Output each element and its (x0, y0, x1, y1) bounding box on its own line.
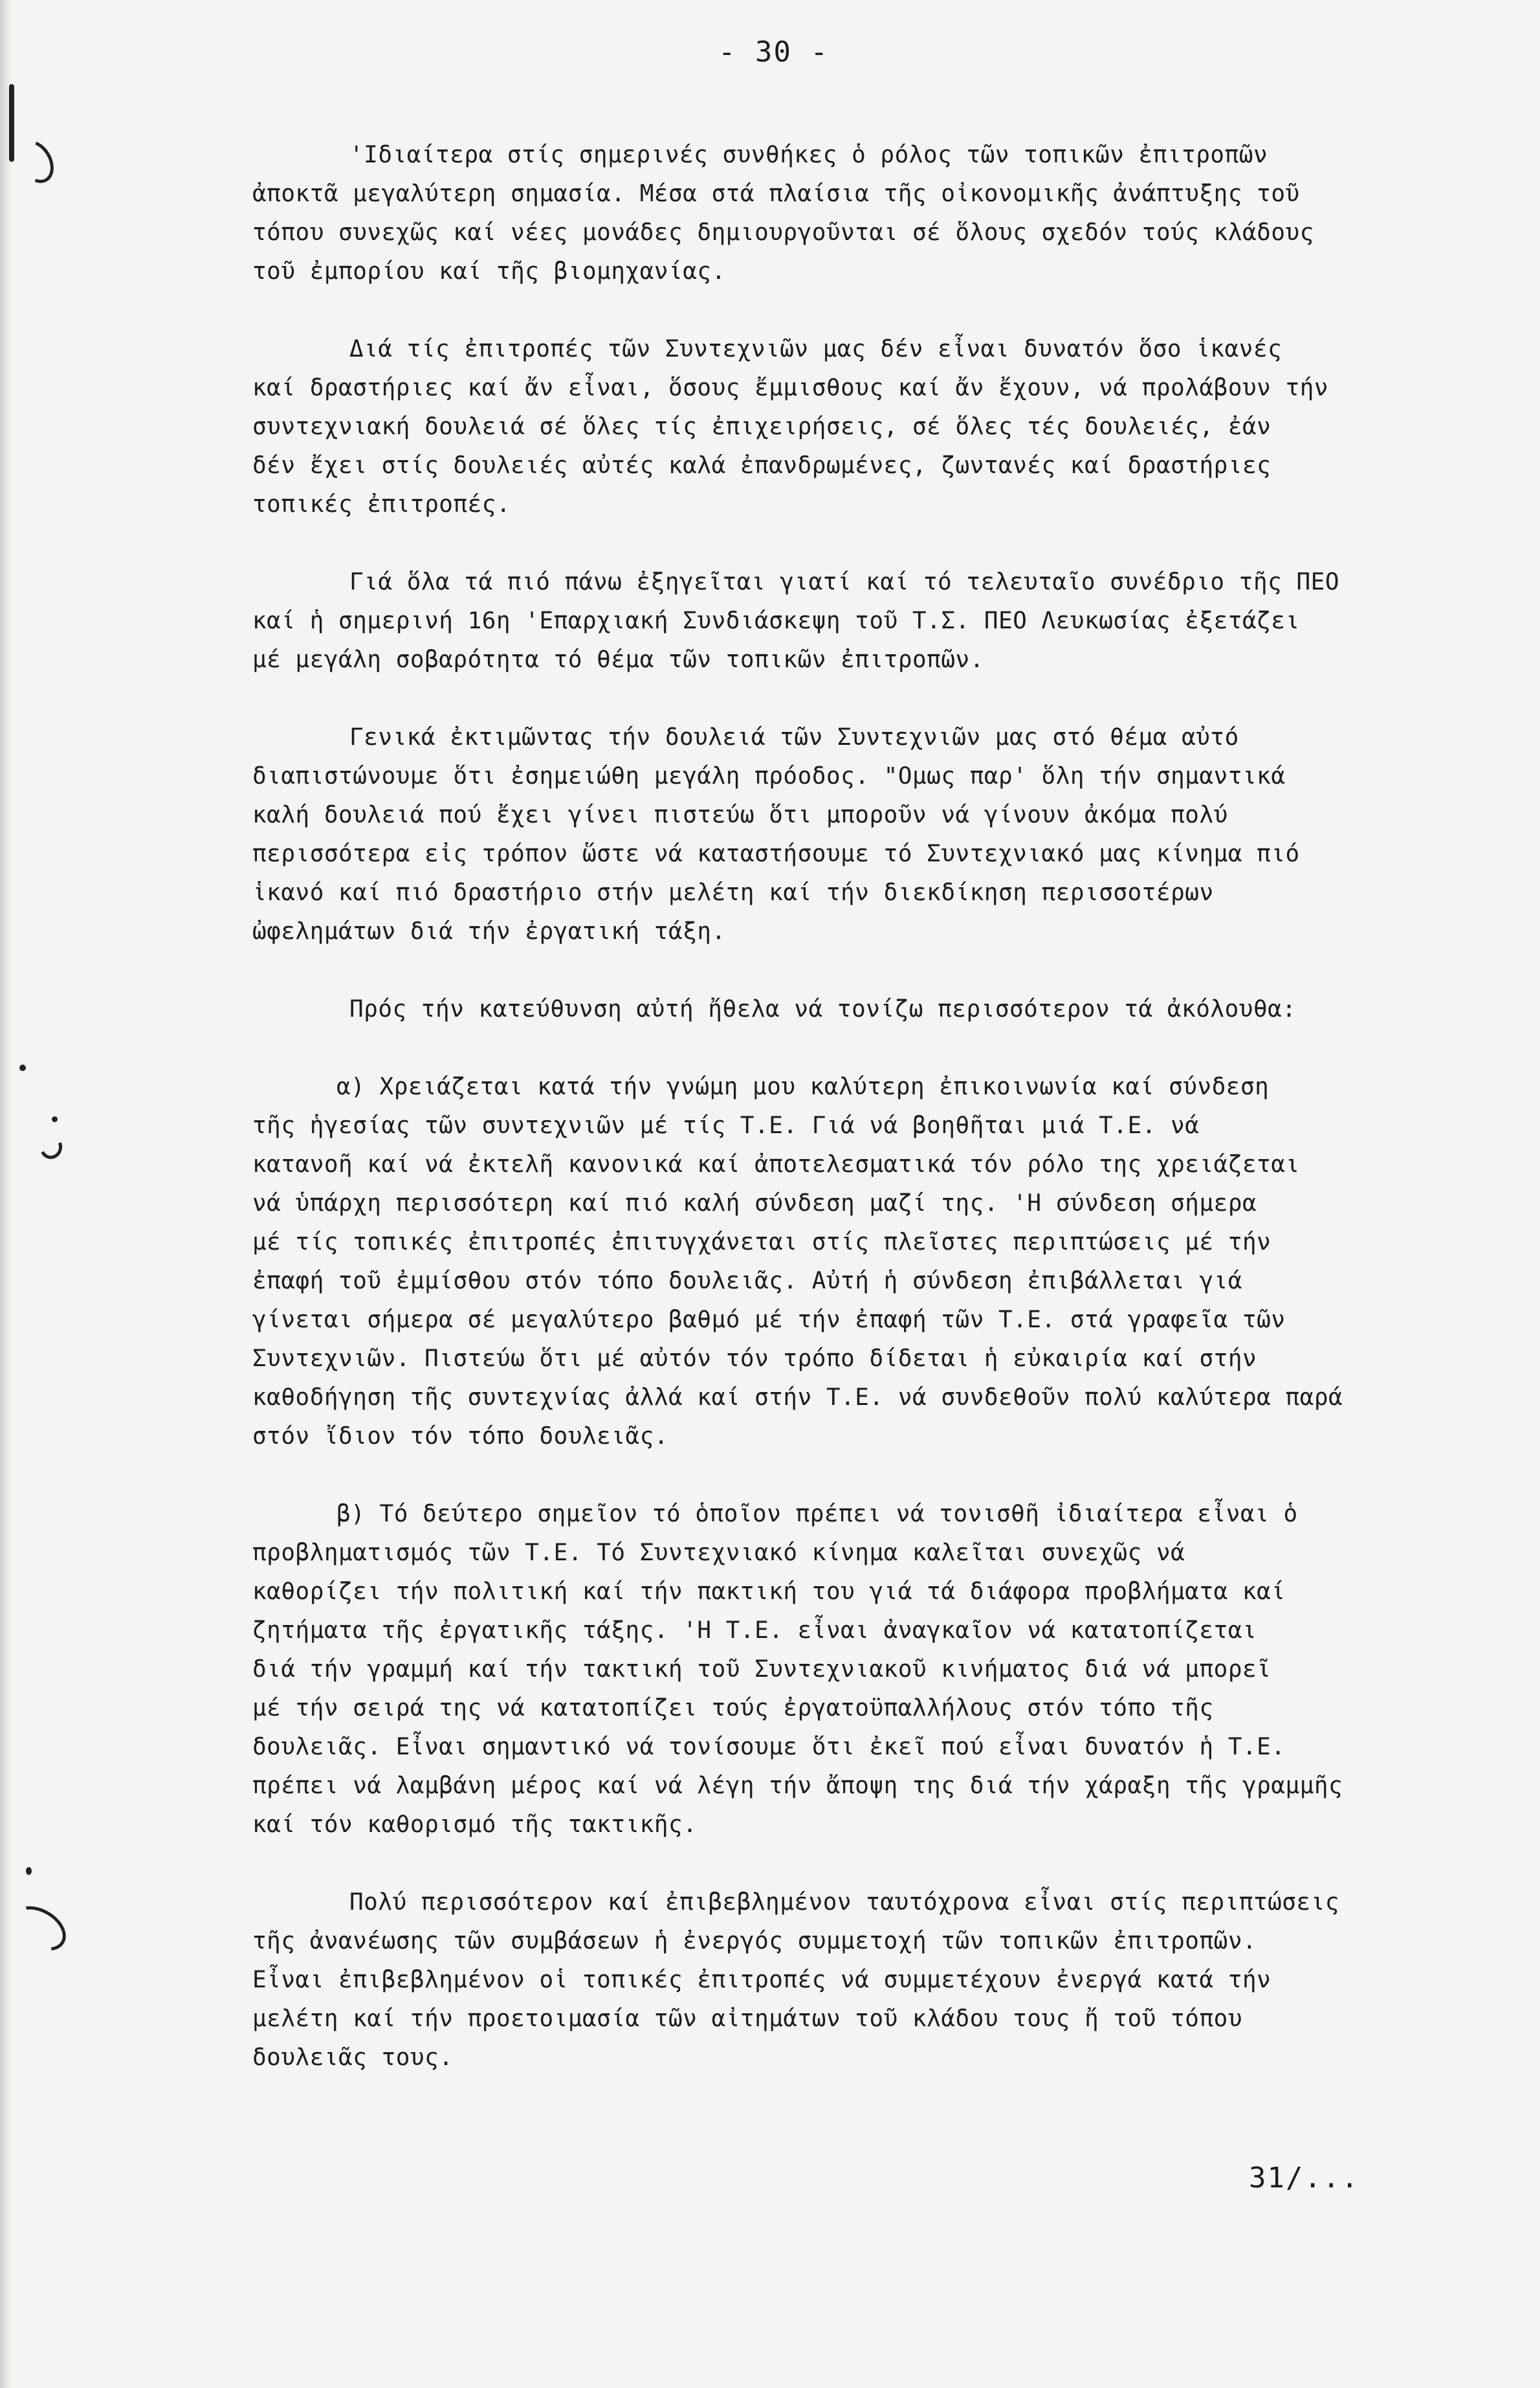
list-item-paragraph (252, 1068, 1449, 1456)
text-line: προβληματισμός τῶν Τ.Ε. Τό Συντεχνιακό κίνημα καλεῖται συνεχῶς νά (252, 1540, 1185, 1566)
scan-mark (4, 1897, 74, 1960)
scan-speck (19, 1065, 26, 1071)
text-line: Πολύ περισσότερον καί ἐπιβεβλημένον ταυτόχρονα εἶναι στίς περιπτώσεις (349, 1889, 1339, 1916)
text-line: καί τόν καθορισμό τῆς τακτικῆς. (252, 1811, 698, 1838)
text-line: Γενικά ἐκτιμῶντας τήν δουλειά τῶν Συντεχνιῶν μας στό θέμα αὐτό (349, 724, 1239, 751)
scan-mark (37, 1133, 65, 1162)
scan-mark (10, 134, 61, 190)
list-item-paragraph (252, 1495, 1449, 1844)
paragraph (252, 563, 1449, 680)
text-line: πρέπει νά λαμβάνη μέρος καί νά λέγη τήν ἄποψη της διά τήν χάραξη τῆς γραμμῆς (252, 1773, 1343, 1799)
paragraph (252, 718, 1449, 951)
continuation-marker: 31/... (1249, 2161, 1359, 2195)
text-line: Συντεχνιῶν. Πιστεύω ὅτι μέ αὐτόν τόν τρόπο δίδεται ἡ εὐκαιρία καί στήν (252, 1345, 1257, 1372)
scan-edge-shadow (0, 0, 12, 2388)
document-body (252, 136, 1449, 2116)
text-line: τοπικές ἐπιτροπές. (252, 491, 511, 518)
text-line: ἀποκτᾶ μεγαλύτερη σημασία. Μέσα στά πλαίσια τῆς οἰκονομικῆς ἀνάπτυξης τοῦ (252, 181, 1300, 207)
text-line: ὠφελημάτων διά τήν ἐργατική τάξη. (252, 918, 726, 945)
text-line: μελέτη καί τήν προετοιμασία τῶν αἰτημάτων τοῦ κλάδου τους ἤ τοῦ τόπου (252, 2006, 1242, 2032)
text-line: περισσότερα εἰς τρόπον ὥστε νά καταστήσουμε τό Συντεχνιακό μας κίνημα πιό (252, 841, 1300, 867)
text-line: μέ τήν σειρά της νά κατατοπίζει τούς ἐργατοϋπαλλήλους στόν τόπο τῆς (252, 1695, 1214, 1721)
text-line: Εἶναι ἐπιβεβλημένον οἱ τοπικές ἐπιτροπές νά συμμετέχουν ἐνεργά κατά τήν (252, 1967, 1271, 1993)
text-line: ἱκανό καί πιό δραστήριο στήν μελέτη καί τήν διεκδίκηση περισσοτέρων (252, 879, 1214, 906)
text-line: καλή δουλειά πού ἔχει γίνει πιστεύω ὅτι μποροῦν νά γίνουν ἀκόμα πολύ (252, 802, 1228, 828)
text-line: τόπου συνεχῶς καί νέες μονάδες δημιουργοῦνται σέ ὅλους σχεδόν τούς κλάδους (252, 219, 1314, 246)
text-line: συντεχνιακή δουλειά σέ ὅλες τίς ἐπιχειρήσεις, σέ ὅλες τές δουλειές, ἐάν (252, 414, 1271, 440)
paragraph (252, 330, 1449, 524)
text-line: τῆς ἀνανέωσης τῶν συμβάσεων ἡ ἐνεργός συμμετοχή τῶν τοπικῶν ἐπιτροπῶν. (252, 1928, 1257, 1954)
text-line: δέν ἔχει στίς δουλειές αὐτές καλά ἐπανδρωμένες, ζωντανές καί δραστήριες (252, 452, 1271, 479)
text-line: καθοδήγηση τῆς συντεχνίας ἀλλά καί στήν Τ.Ε. νά συνδεθοῦν πολύ καλύτερα παρά (252, 1384, 1343, 1411)
text-line: μέ τίς τοπικές ἐπιτροπές ἐπιτυγχάνεται στίς πλεῖστες περιπτώσεις μέ τήν (252, 1229, 1271, 1255)
text-line: δουλειᾶς τους. (252, 2044, 454, 2071)
text-line: διαπιστώνουμε ὅτι ἐσημειώθη μεγάλη πρόοδος. "Ομως παρ' ὅλη τήν σημαντικά (252, 763, 1286, 790)
text-line: 'Ιδιαίτερα στίς σημερινές συνθήκες ὁ ρόλος τῶν τοπικῶν ἐπιτροπῶν (349, 142, 1268, 168)
text-line: ἐπαφή τοῦ ἐμμίσθου στόν τόπο δουλειᾶς. Αὐτή ἡ σύνδεση ἐπιβάλλεται γιά (252, 1268, 1242, 1294)
text-line: στόν ἴδιον τόν τόπο δουλειᾶς. (252, 1423, 669, 1450)
text-line: τοῦ ἐμπορίου καί τῆς βιομηχανίας. (252, 258, 726, 285)
text-line: ζητήματα τῆς ἐργατικῆς τάξης. 'Η Τ.Ε. εἶναι ἀναγκαῖον νά κατατοπίζεται (252, 1617, 1257, 1644)
text-line: Πρός τήν κατεύθυνση αὐτή ἤθελα νά τονίζω περισσότερον τά ἀκόλουθα: (349, 996, 1297, 1023)
text-line: διά τήν γραμμή καί τήν τακτική τοῦ Συντεχνιακοῦ κινήματος διά νά μπορεῖ (252, 1656, 1271, 1683)
text-line: καί δραστήριες καί ἄν εἶναι, ὅσους ἔμμισθους καί ἄν ἔχουν, νά προλάβουν τήν (252, 375, 1329, 401)
paragraph (252, 1883, 1449, 2077)
scan-speck (52, 1116, 58, 1122)
text-line: γίνεται σήμερα σέ μεγαλύτερο βαθμό μέ τήν ἐπαφή τῶν Τ.Ε. στά γραφεῖα τῶν (252, 1307, 1286, 1333)
text-line: Γιά ὅλα τά πιό πάνω ἐξηγεῖται γιατί καί τό τελευταῖο συνέδριο τῆς ΠΕΟ (349, 569, 1339, 595)
text-line: καί ἡ σημερινή 16η 'Επαρχιακή Συνδιάσκεψη τοῦ Τ.Σ. ΠΕΟ Λευκωσίας ἐξετάζει (252, 608, 1300, 634)
text-line: δουλειᾶς. Εἶναι σημαντικό νά τονίσουμε ὅτι ἐκεῖ πού εἶναι δυνατόν ἡ Τ.Ε. (252, 1734, 1286, 1760)
scan-speck (26, 1867, 32, 1875)
text-line: τῆς ἡγεσίας τῶν συντεχνιῶν μέ τίς Τ.Ε. Γιά νά βοηθῆται μιά Τ.Ε. νά (252, 1112, 1200, 1139)
text-line: κατανοῆ καί νά ἐκτελῆ κανονικά καί ἀποτελεσματικά τόν ρόλο της χρειάζεται (252, 1151, 1300, 1178)
text-line: νά ὑπάρχη περισσότερη καί πιό καλή σύνδεση μαζί της. 'Η σύνδεση σήμερα (252, 1190, 1257, 1217)
text-line: α) Χρειάζεται κατά τήν γνώμη μου καλύτερη ἐπικοινωνία καί σύνδεση (336, 1074, 1270, 1100)
page-number: - 30 - (718, 36, 829, 69)
text-line: β) Τό δεύτερο σημεῖον τό ὁποῖον πρέπει νά τονισθῆ ἰδιαίτερα εἶναι ὁ (336, 1501, 1298, 1527)
scan-speck (9, 84, 14, 162)
text-line: μέ μεγάλη σοβαρότητα τό θέμα τῶν τοπικῶν ἐπιτροπῶν. (252, 647, 984, 673)
text-line: Διά τίς ἐπιτροπές τῶν Συντεχνιῶν μας δέν εἶναι δυνατόν ὅσο ἱκανές (349, 336, 1282, 362)
paragraph (252, 136, 1449, 291)
text-line: καθορίζει τήν πολιτική καί τήν πακτική του γιά τά διάφορα προβλήματα καί (252, 1578, 1286, 1605)
paragraph (252, 990, 1449, 1029)
